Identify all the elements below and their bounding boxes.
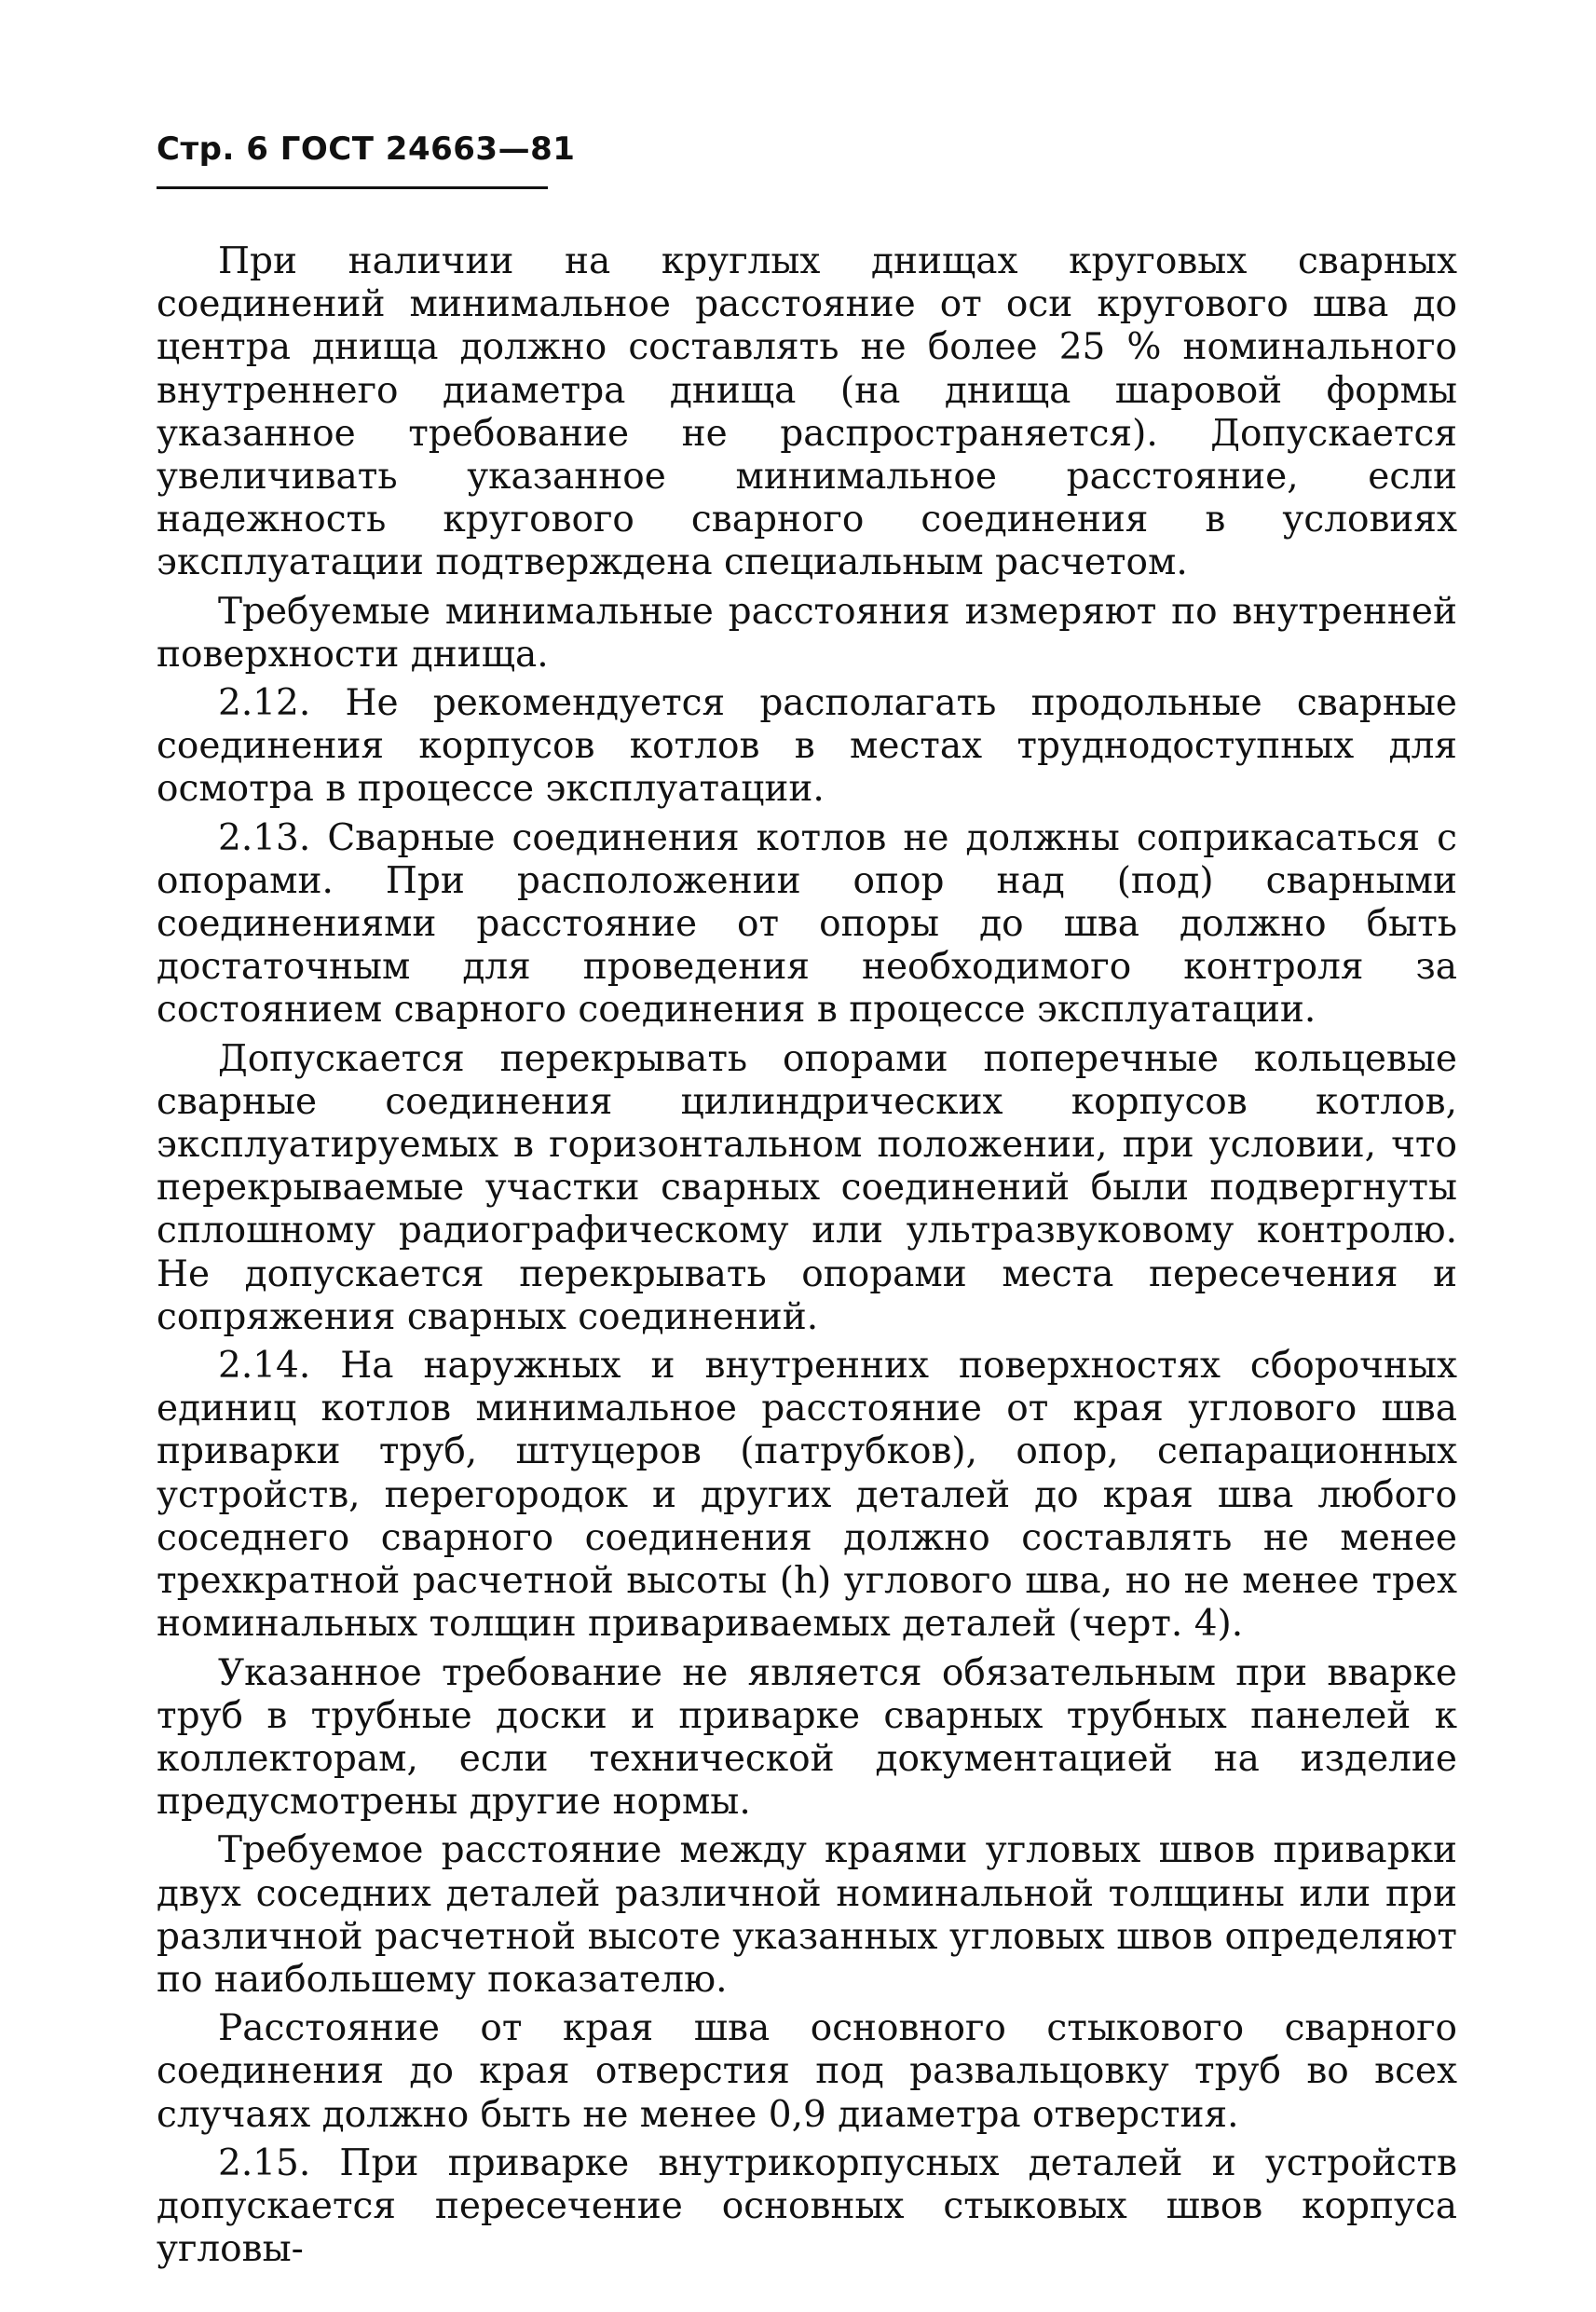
paragraph-2-14: 2.14. На наружных и внутренних поверхностях сборочных единиц котлов минимальное расстояние от края углового шва приварки труб, штуцеров (патрубков), опор, сепарационных устройств, перегородок и других деталей до края шва любого соседнего сварного соединения должно составлять не менее трехкратной расчетной высоты (h) углового шва, но не менее трех номинальных толщин привариваемых деталей (черт. 4). bbox=[157, 1345, 1457, 1646]
document-body bbox=[157, 240, 1457, 2277]
paragraph-round-heads: При наличии на круглых днищах круговых сварных соединений минимальное расстояние от оси кругового шва до центра днища должно составлять не более 25 % номинального внутреннего диаметра днища (на днища шаровой формы указанное требование не распространяется). Допускается увеличивать указанное минимальное расстояние, если надежность кругового сварного соединения в условиях эксплуатации подтверждена специальным расчетом. bbox=[157, 240, 1457, 584]
page-header: Стр. 6 ГОСТ 24663—81 bbox=[157, 130, 576, 168]
paragraph-requirement-exception: Указанное требование не является обязательным при вварке труб в трубные доски и приварке сварных трубных панелей к коллекторам, если технической документацией на изделие предусмотрены другие нормы. bbox=[157, 1651, 1457, 1824]
paragraph-2-13: 2.13. Сварные соединения котлов не должны соприкасаться с опорами. При расположении опор над (под) сварными соединениями расстояние от опоры до шва должно быть достаточным для проведения необходимого контроля за состоянием сварного соединения в процессе эксплуатации. bbox=[157, 816, 1457, 1032]
paragraph-2-12: 2.12. Не рекомендуется располагать продольные сварные соединения корпусов котлов в местах труднодоступных для осмотра в процессе эксплуатации. bbox=[157, 682, 1457, 811]
paragraph-2-15: 2.15. При приварке внутрикорпусных деталей и устройств допускается пересечение основных стыковых швов корпуса угловы- bbox=[157, 2141, 1457, 2271]
paragraph-hole-distance: Расстояние от края шва основного стыкового сварного соединения до края отверстия под развальцовку труб во всех случаях должно быть не менее 0,9 диаметра отверстия. bbox=[157, 2007, 1457, 2136]
paragraph-min-distances: Требуемые минимальные расстояния измеряют по внутренней поверхности днища. bbox=[157, 590, 1457, 676]
header-rule bbox=[157, 186, 548, 189]
paragraph-supports-overlap: Допускается перекрывать опорами поперечные кольцевые сварные соединения цилиндрических корпусов котлов, эксплуатируемых в горизонтальном положении, при условии, что перекрываемые участки сварных соединений были подвергнуты сплошному радиографическому или ультразвуковому контролю. Не допускается перекрывать опорами места пересечения и сопряжения сварных соединений. bbox=[157, 1037, 1457, 1338]
paragraph-fillet-distance: Требуемое расстояние между краями угловых швов приварки двух соседних деталей различной номинальной толщины или при различной расчетной высоте указанных угловых швов определяют по наибольшему показателю. bbox=[157, 1829, 1457, 2001]
